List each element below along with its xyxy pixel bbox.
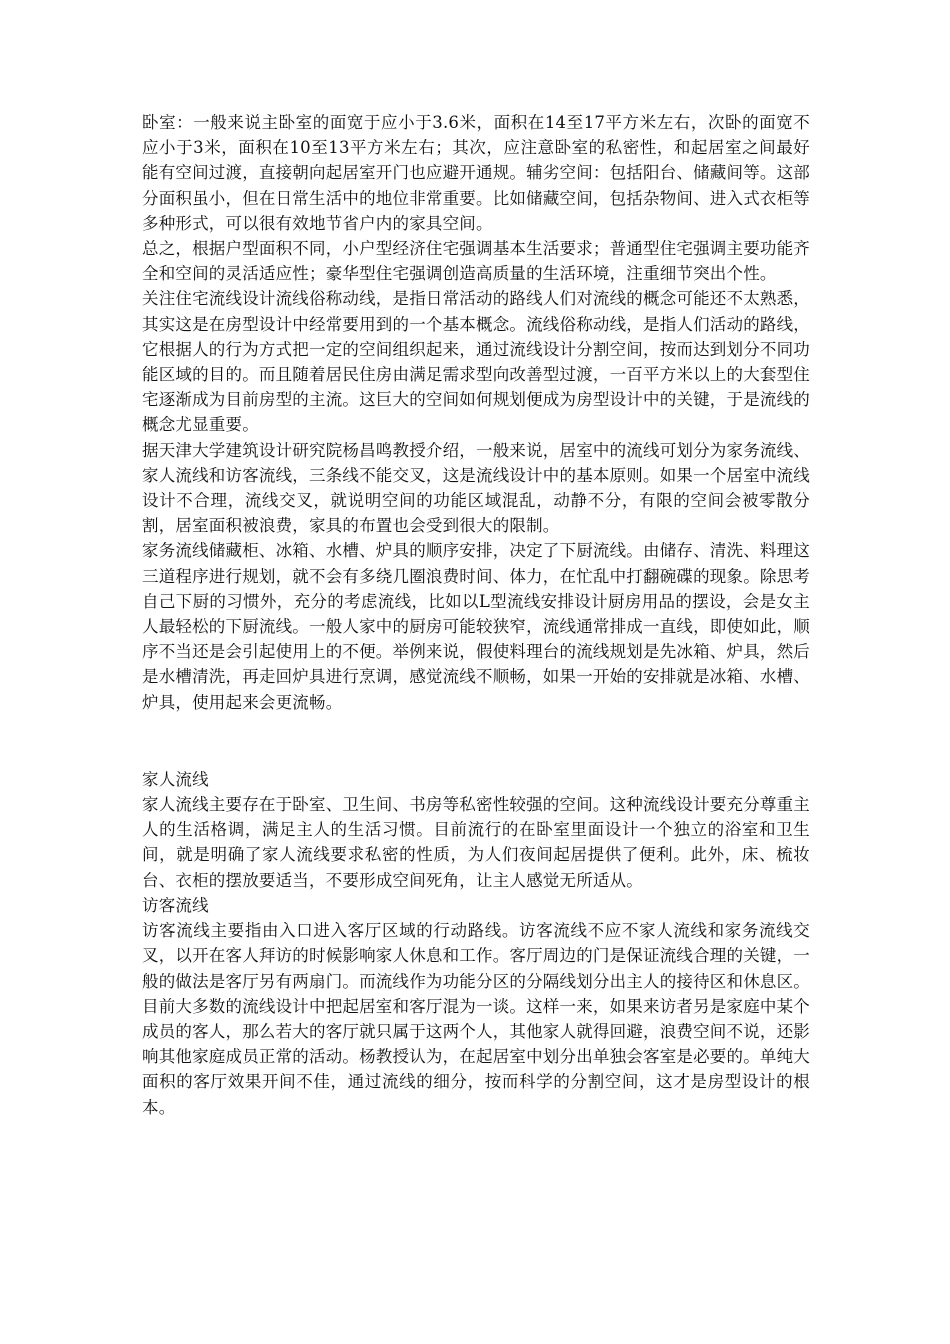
paragraph-circulation-intro: 关注住宅流线设计流线俗称动线，是指日常活动的路线人们对流线的概念可能还不太熟悉，其实这是在房型设计中经常要用到的一个基本概念。流线俗称动线，是指人们活动的路线，它根据人的行为方式把一定的空间组织起来，通过流线设计分割空间，按而达到划分不同功能区域的目的。而且随着居民住房由满足需求型向改善型过渡，一百平方米以上的大套型住宅逐渐成为目前房型的主流。这巨大的空间如何规划便成为房型设计中的关键，于是流线的概念尤显重要。 <box>142 289 810 435</box>
document-body <box>142 110 810 1120</box>
paragraph-housework-circulation: 家务流线储藏柜、冰箱、水槽、炉具的顺序安排，决定了下厨流线。由储存、清洗、料理这三道程序进行规划，就不会有多绕几圈浪费时间、体力，在忙乱中打翻碗碟的现象。除思考自己下厨的习惯外，充分的考虑流线，比如以L型流线安排设计厨房用品的摆设，会是女主人最轻松的下厨流线。一般人家中的厨房可能较狭窄，流线通常排成一直线，即使如此，顺序不当还是会引起使用上的不便。举例来说，假使料理台的流线规划是先冰箱、炉具，然后是水槽清洗，再走回炉具进行烹调，感觉流线不顺畅，如果一开始的安排就是冰箱、水槽、炉具，使用起来会更流畅。 <box>142 541 810 712</box>
paragraph-family-circulation: 家人流线主要存在于卧室、卫生间、书房等私密性较强的空间。这种流线设计要充分尊重主人的生活格调，满足主人的生活习惯。目前流行的在卧室里面设计一个独立的浴室和卫生间，就是明确了家人流线要求私密的性质，为人们夜间起居提供了便利。此外，床、梳妆台、衣柜的摆放要适当，不要形成空间死角，让主人感觉无所适从。 <box>142 795 810 890</box>
paragraph-summary: 总之，根据户型面积不同，小户型经济住宅强调基本生活要求；普通型住宅强调主要功能齐全和空间的灵活适应性；豪华型住宅强调创造高质量的生活环境，注重细节突出个性。 <box>142 239 810 284</box>
paragraph-circulation-principles: 据天津大学建筑设计研究院杨昌鸣教授介绍，一般来说，居室中的流线可划分为家务流线、家人流线和访客流线，三条线不能交叉，这是流线设计中的基本原则。如果一个居室中流线设计不合理，流线交叉，就说明空间的功能区域混乱，动静不分，有限的空间会被零散分割，居室面积被浪费，家具的布置也会受到很大的限制。 <box>142 440 810 536</box>
blank-gap <box>142 715 810 767</box>
paragraph-bedroom: 卧室：一般来说主卧室的面宽于应小于3.6米，面积在14至17平方米左右，次卧的面宽不应小于3米，面积在10至13平方米左右；其次，应注意卧室的私密性，和起居室之间最好能有空间过渡，直接朝向起居室开门也应避开通规。辅劣空间：包括阳台、储藏间等。这部分面积虽小，但在日常生活中的地位非常重要。比如储藏空间，包括杂物间、进入式衣柜等多种形式，可以很有效地节省户内的家具空间。 <box>142 113 810 233</box>
heading-visitor-circulation: 访客流线 <box>142 895 209 915</box>
heading-family-circulation: 家人流线 <box>142 769 209 789</box>
paragraph-visitor-circulation: 访客流线主要指由入口进入客厅区域的行动路线。访客流线不应不家人流线和家务流线交叉，以开在客人拜访的时候影响家人休息和工作。客厅周边的门是保证流线合理的关键，一般的做法是客厅另有两扇门。而流线作为功能分区的分隔线划分出主人的接待区和休息区。目前大多数的流线设计中把起居室和客厅混为一谈。这样一来，如果来访者另是家庭中某个成员的客人，那么若大的客厅就只属于这两个人，其他家人就得回避，浪费空间不说，还影响其他家庭成员正常的活动。杨教授认为，在起居室中划分出单独会客室是必要的。单纯大面积的客厅效果开间不佳，通过流线的细分，按而科学的分割空间，这才是房型设计的根本。 <box>142 921 810 1117</box>
